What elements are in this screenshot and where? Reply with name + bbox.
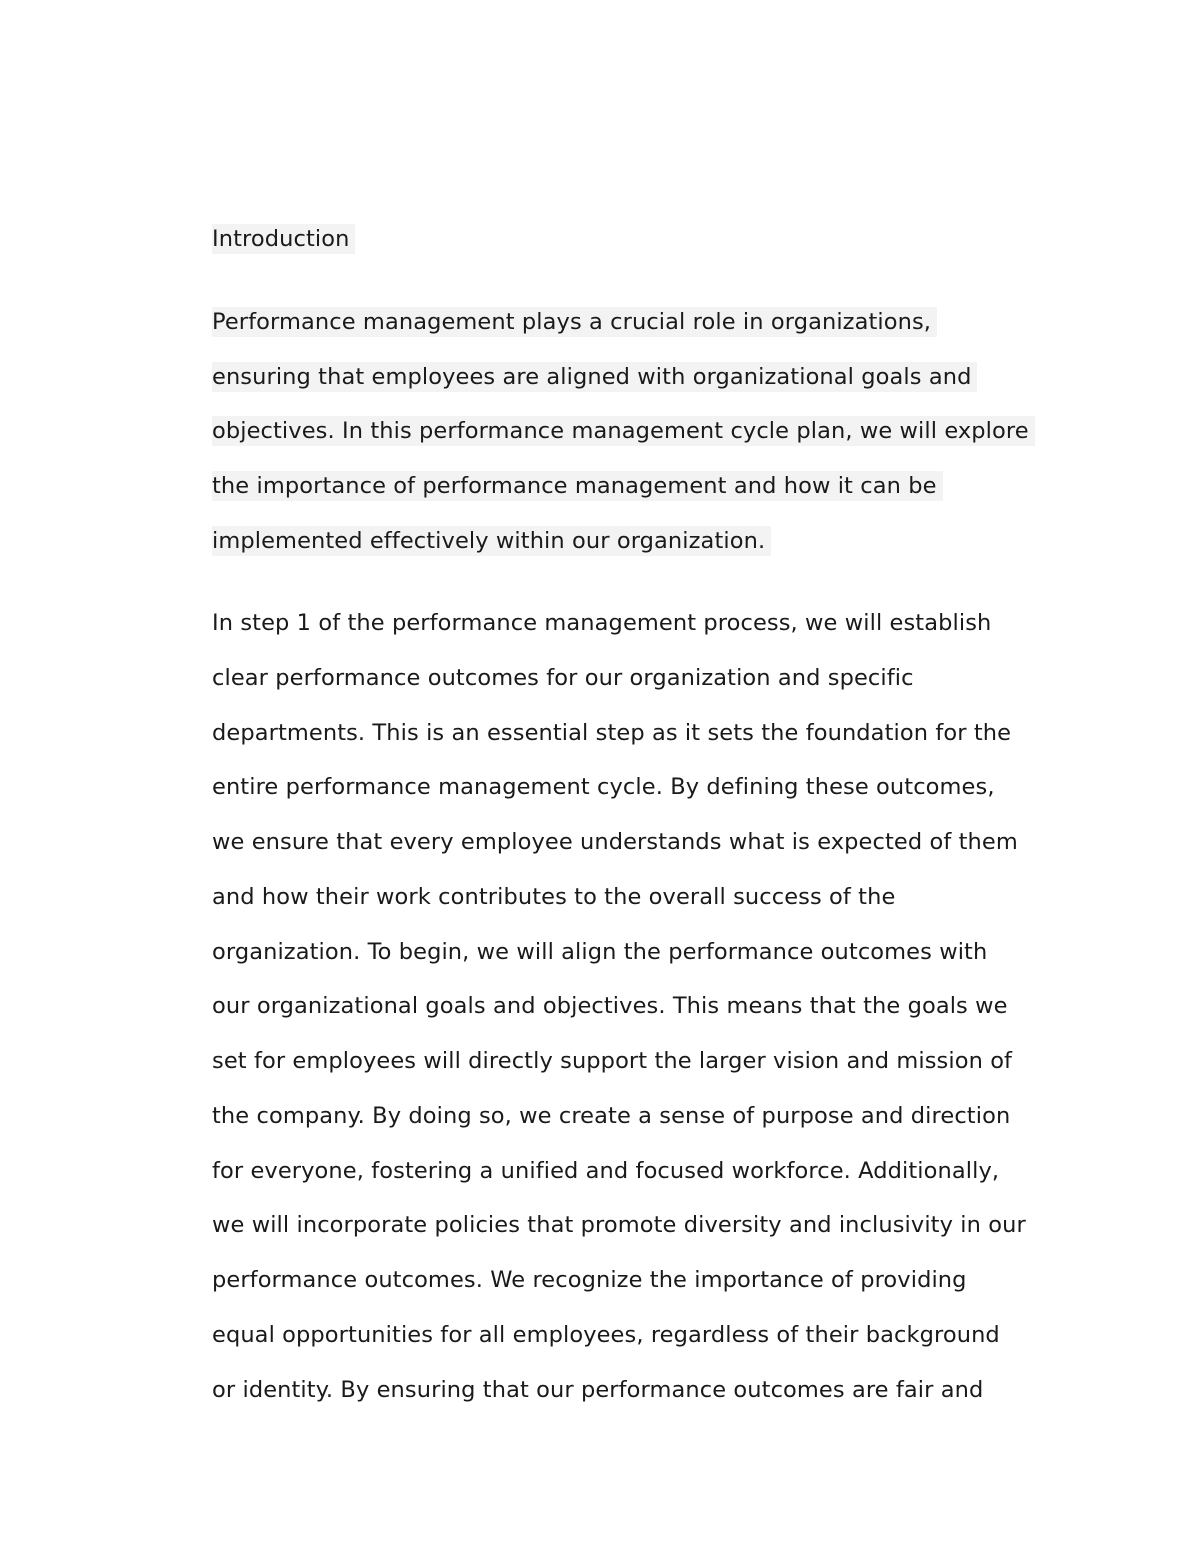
paragraph-line: equal opportunities for all employees, regardless of their background: [212, 1322, 1000, 1348]
paragraph-line: performance outcomes. We recognize the importance of providing: [212, 1267, 967, 1293]
paragraph-line: set for employees will directly support the larger vision and mission of: [212, 1048, 1013, 1074]
paragraph-line: Performance management plays a crucial role in organizations,: [212, 307, 937, 337]
paragraph-line: and how their work contributes to the overall success of the: [212, 884, 896, 910]
paragraph-line: our organizational goals and objectives. This means that the goals we: [212, 993, 1008, 1019]
paragraph-line: ensuring that employees are aligned with organizational goals and: [212, 362, 977, 392]
paragraph-line: the importance of performance management and how it can be: [212, 471, 943, 501]
paragraph-line: implemented effectively within our organization.: [212, 526, 771, 556]
paragraph-line: clear performance outcomes for our organization and specific: [212, 665, 914, 691]
paragraph-line: In step 1 of the performance management process, we will establish: [212, 610, 992, 636]
paragraph-line: organization. To begin, we will align the performance outcomes with: [212, 939, 988, 965]
paragraph-line: departments. This is an essential step as it sets the foundation for the: [212, 720, 1012, 746]
paragraph-line: objectives. In this performance management cycle plan, we will explore: [212, 416, 1035, 446]
paragraph-line: we will incorporate policies that promote diversity and inclusivity in our: [212, 1212, 1026, 1238]
paragraph-line: or identity. By ensuring that our performance outcomes are fair and: [212, 1377, 984, 1403]
paragraph-line: the company. By doing so, we create a sense of purpose and direction: [212, 1103, 1011, 1129]
section-heading: Introduction: [212, 224, 355, 254]
paragraph-line: for everyone, fostering a unified and focused workforce. Additionally,: [212, 1158, 1000, 1184]
paragraph-line: we ensure that every employee understands what is expected of them: [212, 829, 1018, 855]
paragraph-line: entire performance management cycle. By defining these outcomes,: [212, 774, 995, 800]
